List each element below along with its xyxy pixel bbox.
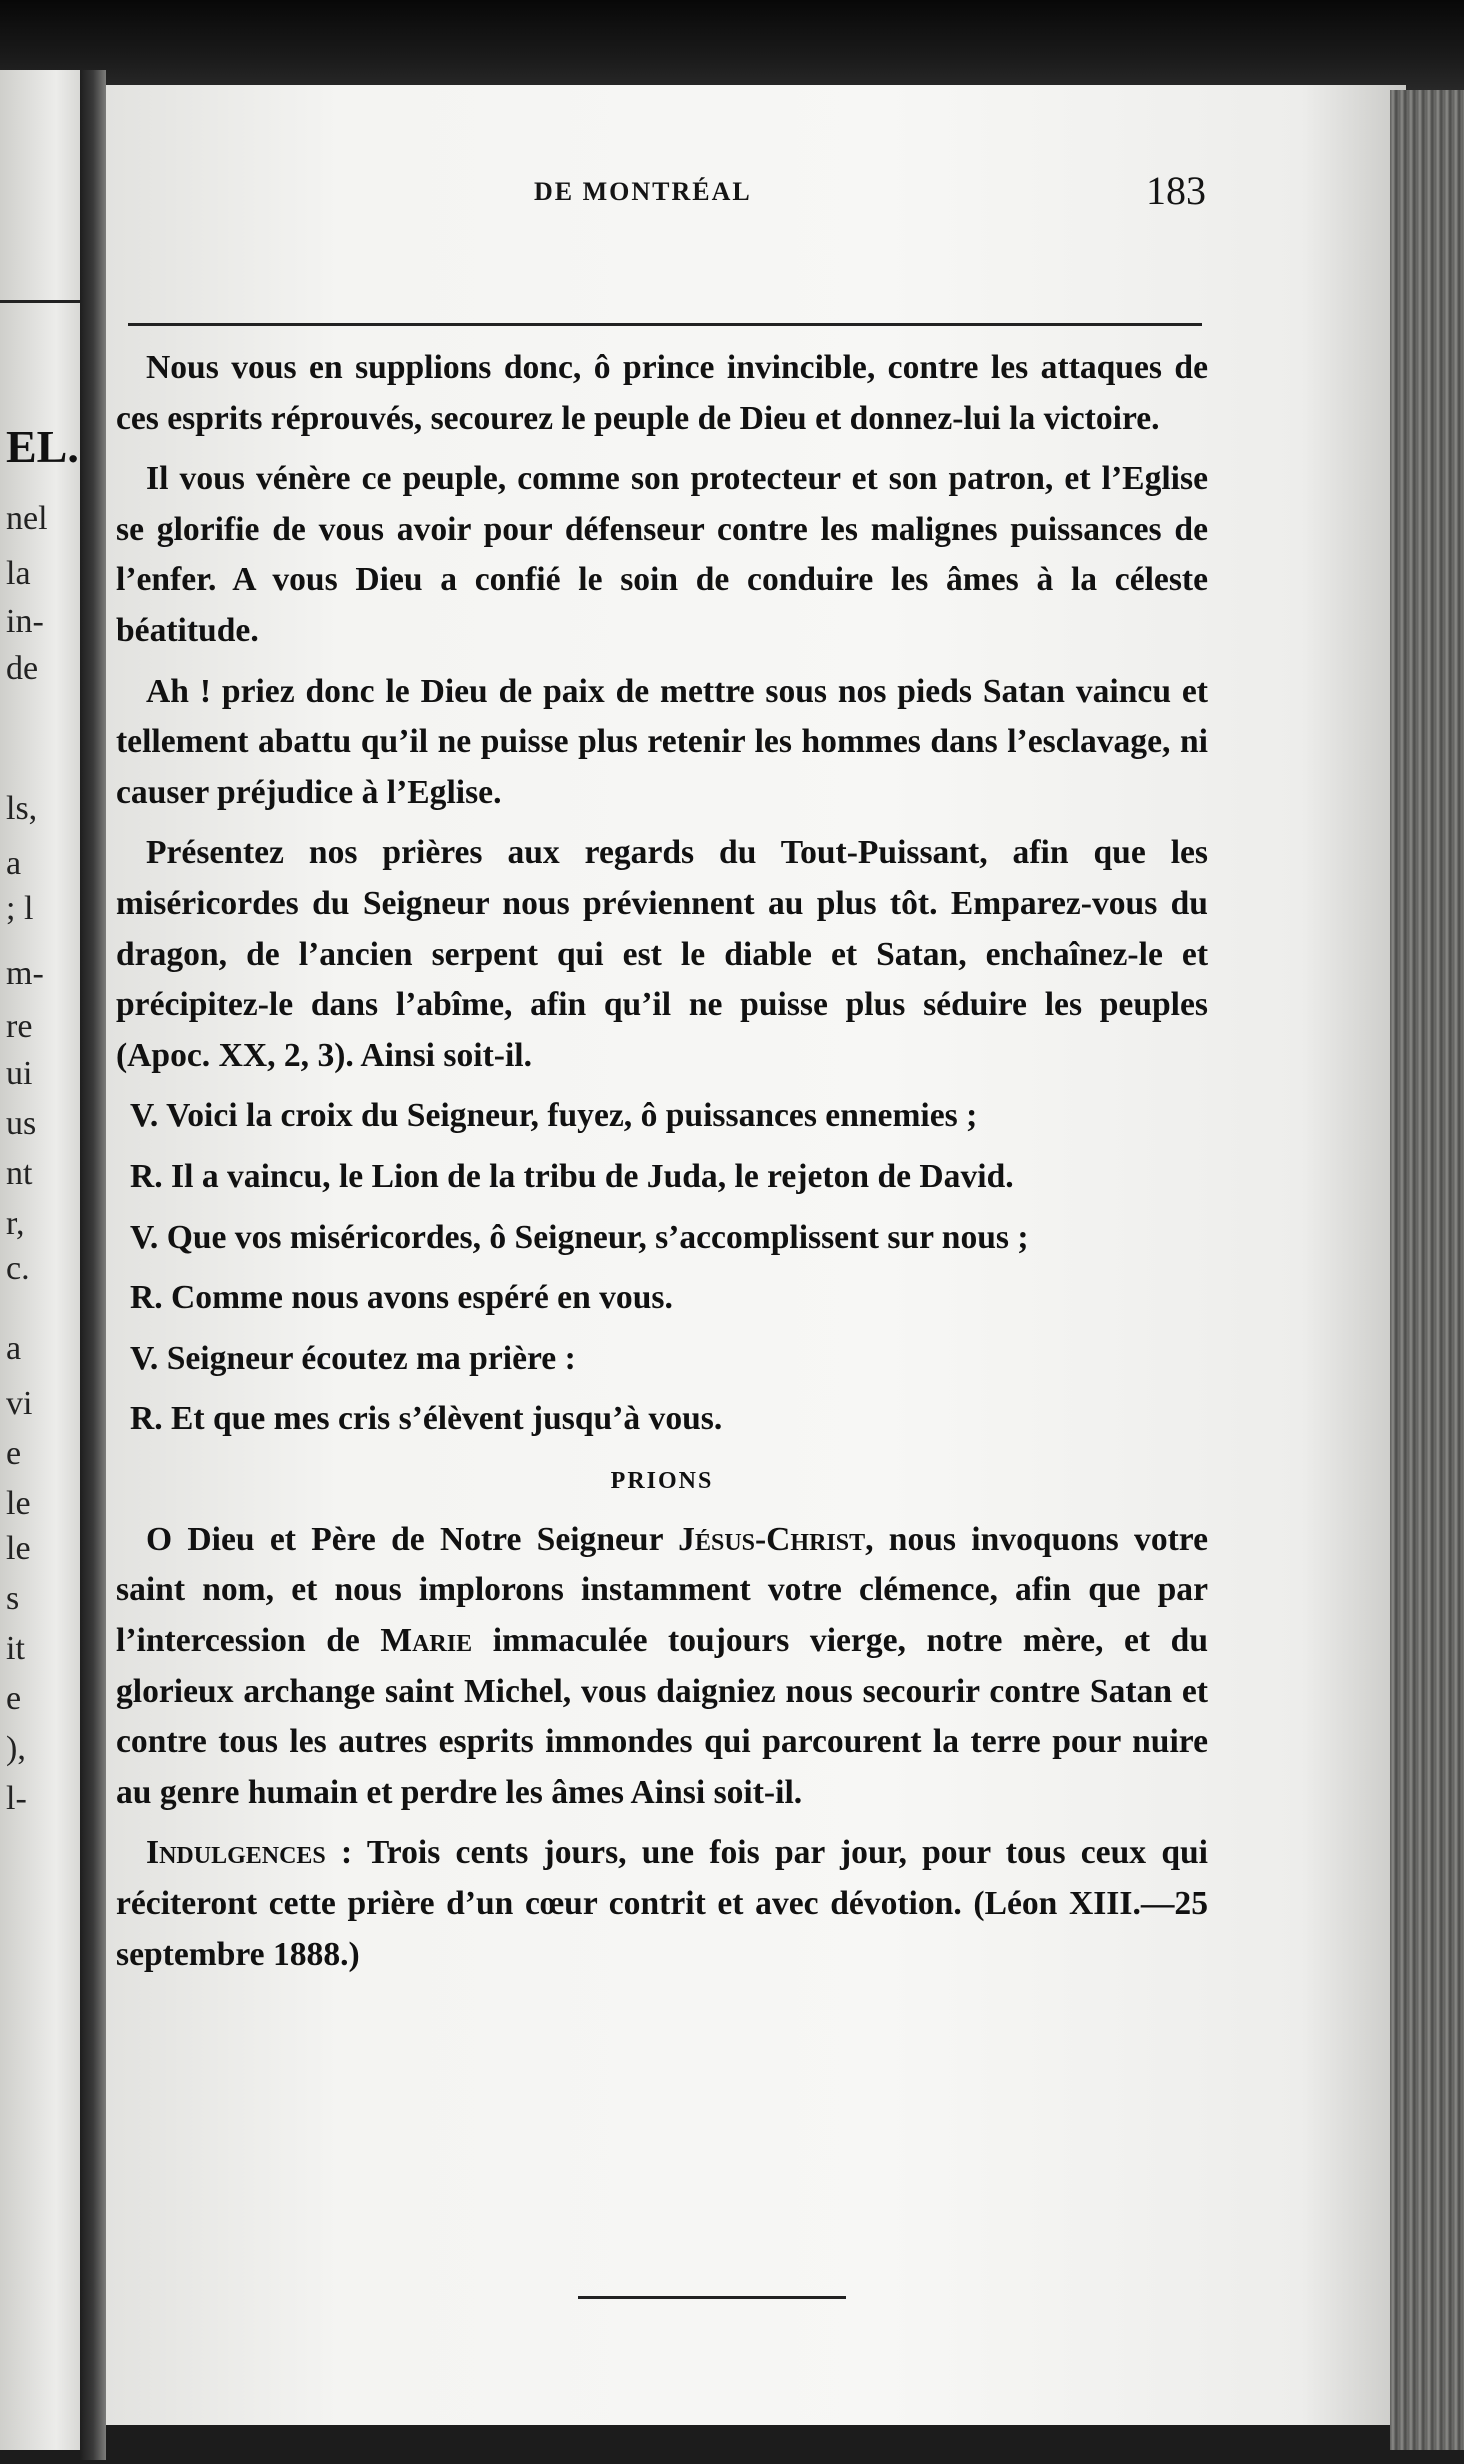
left-page-fragment-text: nel <box>6 500 48 537</box>
page-edges <box>1390 90 1464 2450</box>
left-page-fragment-text: l- <box>6 1780 27 1817</box>
left-page-fragment-text: c. <box>6 1250 30 1287</box>
left-page-fragment-text: e <box>6 1680 22 1717</box>
response-3: R. Et que mes cris s’élèvent jusqu’à vous. <box>130 1400 723 1438</box>
versicle-2: V. Que vos miséricordes, ô Seigneur, s’accomplissent sur nous ; <box>130 1218 1029 1256</box>
prayer-text-a: O Dieu et Père de Notre Seigneur <box>146 1520 679 1558</box>
scan-top-shadow <box>0 0 1464 95</box>
paragraph-indulgences <box>116 1828 1208 1980</box>
paragraph-prayer <box>116 1515 1208 1819</box>
left-page-fragment-text: s <box>6 1580 20 1617</box>
left-page-fragment-text: us <box>6 1105 37 1142</box>
closing-rule <box>578 2296 846 2299</box>
left-page-fragment-text: nt <box>6 1155 33 1192</box>
left-page-fragment-text: a <box>6 1330 22 1367</box>
paragraph-supplication: Nous vous en supplions donc, ô prince invincible, contre les attaques de ces esprits réprouvés, secourez le peuple de Dieu et donnez-lui la victoire. <box>116 349 1208 437</box>
left-page-fragment-text: e <box>6 1435 22 1472</box>
prayer-text-c: immaculée toujours vierge, notre mère, et du glorieux archange saint Michel, vous daigniez nous secourir contre Satan et contre tous les autres esprits immondes qui parcourent la terre pour nuire au genre humain et perdre les âmes Ainsi soit-il. <box>116 1622 1209 1811</box>
running-title: DE MONTRÉAL <box>534 177 752 206</box>
page-number: 183 <box>1146 168 1206 213</box>
book-gutter <box>80 70 106 2460</box>
left-page-fragment-text: in- <box>6 603 44 640</box>
left-page-fragment-text: it <box>6 1630 25 1667</box>
prayer-heading: PRIONS <box>610 1467 714 1494</box>
body-text <box>116 343 1208 1980</box>
paragraph-satan: Ah ! priez donc le Dieu de paix de mettre sous nos pieds Satan vaincu et tellement abattu qu’il ne puisse plus retenir les hommes dans l’esclavage, ni causer préjudice à l’Eglise. <box>116 672 1208 811</box>
left-page-fragment-text: la <box>6 555 31 592</box>
indulgences-label: Indulgences <box>146 1834 326 1872</box>
left-page-fragment-text: vi <box>6 1385 33 1422</box>
versicle-3: V. Seigneur écoutez ma prière : <box>130 1339 576 1377</box>
left-page-fragment <box>0 70 80 2450</box>
paragraph-dragon: Présentez nos prières aux regards du Tout-Puissant, afin que les miséricordes du Seigneur nous préviennent au plus tôt. Emparez-vous du dragon, de l’ancien serpent qui est le diable et Satan, enchaînez-le et précipitez-le dans l’abîme, afin qu’il ne puisse plus séduire les peuples (Apoc. XX, 2, 3). Ainsi soit-il. <box>116 834 1208 1074</box>
left-page-fragment-text: de <box>6 650 39 687</box>
prayer-name-marie: Marie <box>380 1622 473 1660</box>
left-page-rule <box>0 300 80 303</box>
left-page-fragment-text: ls, <box>6 790 38 827</box>
left-page-fragment-text: a <box>6 845 22 882</box>
left-page-fragment-text: ), <box>6 1730 26 1767</box>
versicle-1: V. Voici la croix du Seigneur, fuyez, ô puissances ennemies ; <box>130 1097 978 1135</box>
left-page-fragment-text: r, <box>6 1205 25 1242</box>
left-page-fragment-text: m- <box>6 955 44 992</box>
left-page-heading: EL. <box>6 421 79 472</box>
left-page-fragment-text: re <box>6 1008 33 1045</box>
paragraph-veneration: Il vous vénère ce peuple, comme son protecteur et son patron, et l’Eglise se glorifie de vous avoir pour défenseur contre les malignes puissances de l’enfer. A vous Dieu a confié le soin de conduire les âmes à la céleste béatitude. <box>116 460 1208 649</box>
indulgences-text: : Trois cents jours, une fois par jour, pour tous ceux qui réciteront cette prière d’un cœur contrit et avec dévotion. (Léon XIII.—25 septembre 1888.) <box>116 1834 1208 1973</box>
left-page-fragment-text: le <box>6 1485 31 1522</box>
book-page <box>106 85 1406 2425</box>
response-1: R. Il a vaincu, le Lion de la tribu de Juda, le rejeton de David. <box>130 1157 1014 1195</box>
left-page-fragment-text: le <box>6 1530 31 1567</box>
response-2: R. Comme nous avons espéré en vous. <box>130 1279 673 1317</box>
left-page-fragment-text: ; l <box>6 890 34 927</box>
left-page-fragment-text: ui <box>6 1055 33 1092</box>
prayer-name-jesus: Jésus-Christ <box>678 1520 866 1558</box>
prayer-text-b: , nous invoquons votre saint nom, et nous implorons instamment votre clémence, afin que par l’intercession de <box>116 1520 1208 1660</box>
header-rule <box>128 323 1202 326</box>
